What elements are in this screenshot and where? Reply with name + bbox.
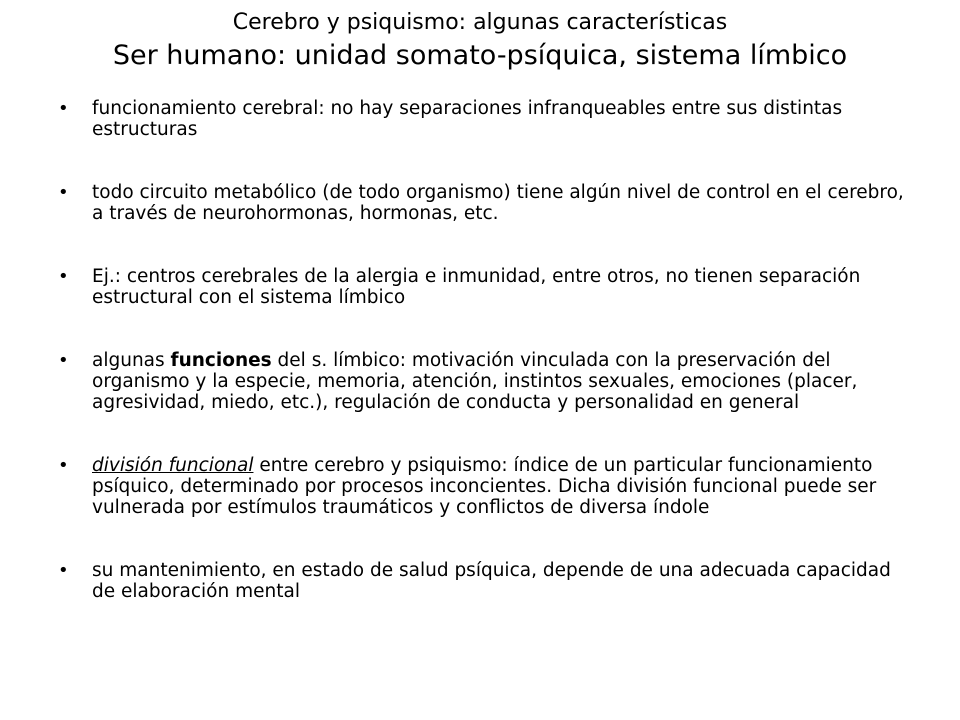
bullet-item: [56, 455, 916, 518]
slide-title: [60, 8, 900, 74]
bullet-text-post: entre cerebro y psiquismo: índice de un particular funcionamiento psíquico, determinado por procesos inconcientes. Dicha división funcional puede ser vulnerada por estímulos traumáticos y conflictos de diversa índole: [92, 455, 877, 518]
bullet-item: [56, 182, 916, 224]
bullet-icon: •: [58, 560, 69, 581]
bullet-emphasis: división funcional: [92, 455, 254, 476]
bullet-item: [56, 350, 916, 413]
bullet-emphasis: funciones: [170, 350, 272, 371]
bullet-icon: •: [58, 350, 69, 371]
title-line-1: Cerebro y psiquismo: algunas características: [232, 10, 728, 35]
bullet-item: [56, 266, 916, 308]
bullet-icon: •: [58, 266, 69, 287]
bullet-text: funcionamiento cerebral: no hay separaciones infranqueables entre sus distintas estructuras: [92, 98, 843, 140]
bullet-text: su mantenimiento, en estado de salud psíquica, depende de una adecuada capacidad de elaboración mental: [92, 560, 891, 602]
bullet-text: Ej.: centros cerebrales de la alergia e inmunidad, entre otros, no tienen separación estructural con el sistema límbico: [92, 266, 861, 308]
bullet-list: [56, 98, 916, 602]
title-line-2: Ser humano: unidad somato-psíquica, sistema límbico: [112, 40, 848, 71]
bullet-item: [56, 560, 916, 602]
bullet-text-pre: algunas: [92, 350, 171, 371]
bullet-item: [56, 98, 916, 140]
bullet-text-post: del s. límbico: motivación vinculada con la preservación del organismo y la especie, memoria, atención, instintos sexuales, emociones (placer, agresividad, miedo, etc.), regulación de conducta y personalidad en general: [92, 350, 858, 413]
bullet-icon: •: [58, 455, 69, 476]
bullet-icon: •: [58, 98, 69, 119]
bullet-text: todo circuito metabólico (de todo organismo) tiene algún nivel de control en el cerebro, a través de neurohormonas, hormonas, etc.: [92, 182, 904, 224]
bullet-icon: •: [58, 182, 69, 203]
